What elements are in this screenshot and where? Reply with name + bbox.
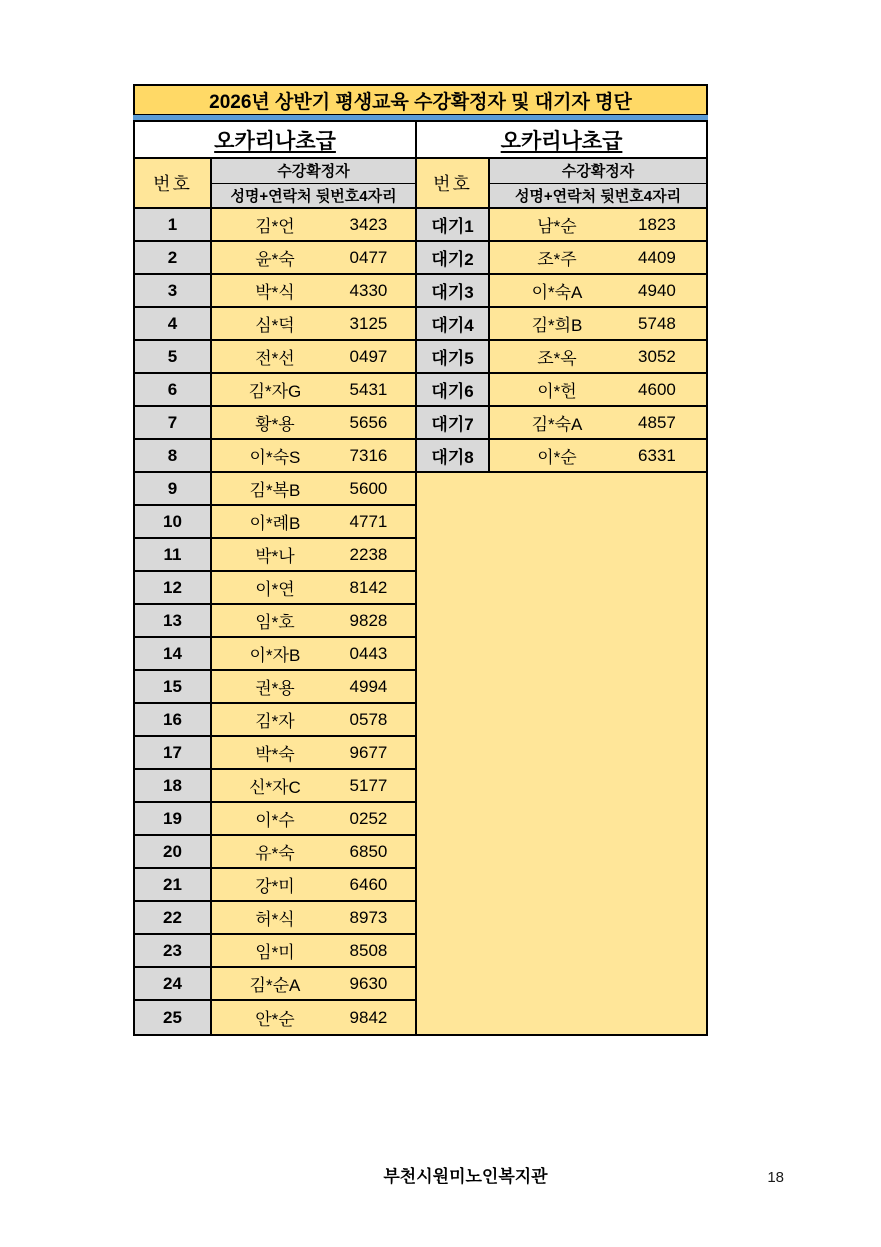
table-row: [135, 440, 415, 473]
table-row: [135, 473, 415, 506]
table-row: [135, 671, 415, 704]
student-cell: [212, 374, 415, 405]
table-row: [135, 935, 415, 968]
table-row: [417, 407, 706, 440]
student-name: 이*례B: [249, 514, 301, 533]
table-row: [135, 605, 415, 638]
student-cell: [212, 638, 415, 669]
table-row: [135, 638, 415, 671]
student-name: 심*덕: [255, 316, 295, 335]
row-number-cell: 대기7: [417, 407, 490, 438]
contact-digits: 4857: [638, 412, 676, 432]
waitlist-table: [417, 122, 706, 1034]
no-column-header-right: 번호: [417, 159, 490, 207]
student-cell: [212, 935, 415, 966]
row-number-cell: 18: [135, 770, 212, 801]
table-row: [135, 374, 415, 407]
waitlist-rows: [417, 209, 706, 473]
student-name: 임*미: [255, 943, 295, 962]
confirmed-header-left: 수강확정자: [212, 159, 415, 184]
student-cell: [212, 671, 415, 702]
table-row: [417, 440, 706, 473]
contact-digits: 9677: [349, 742, 388, 762]
student-name: 박*식: [255, 283, 295, 302]
table-row: [135, 902, 415, 935]
row-number-cell: 9: [135, 473, 212, 504]
row-number-cell: 15: [135, 671, 212, 702]
student-cell: [212, 209, 415, 240]
student-cell: [490, 275, 706, 306]
row-number-cell: 2: [135, 242, 212, 273]
row-number-cell: 25: [135, 1001, 212, 1034]
row-number-cell: 대기8: [417, 440, 490, 471]
student-name: 김*언: [255, 217, 295, 236]
table-row: [135, 1001, 415, 1034]
row-number-cell: 13: [135, 605, 212, 636]
student-cell: [212, 836, 415, 867]
row-number-cell: 대기2: [417, 242, 490, 273]
class-title-row-right: [417, 122, 706, 159]
document-title: 2026년 상반기 평생교육 수강확정자 및 대기자 명단: [133, 84, 708, 115]
table-row: [135, 209, 415, 242]
row-number-cell: 대기5: [417, 341, 490, 372]
student-name: 이*연: [255, 580, 295, 599]
contact-digits: 0443: [349, 643, 388, 663]
table-row: [135, 275, 415, 308]
student-name: 남*순: [537, 217, 577, 236]
student-cell: [490, 440, 706, 471]
contact-digits: 4409: [638, 247, 676, 267]
contact-digits: 6331: [638, 445, 676, 465]
student-cell: [212, 506, 415, 537]
row-number-cell: 17: [135, 737, 212, 768]
student-cell: [212, 869, 415, 900]
student-cell: [212, 1001, 415, 1034]
contact-digits: 6850: [349, 841, 388, 861]
contact-digits: 0477: [349, 247, 388, 267]
student-name: 강*미: [255, 877, 295, 896]
empty-merged-cell: [417, 473, 706, 1034]
contact-digits: 5600: [349, 478, 388, 498]
table-row: [135, 803, 415, 836]
confirmed-table: [135, 122, 417, 1034]
enrollment-table: [133, 84, 708, 1036]
table-row: [135, 539, 415, 572]
sub-headers-left: [212, 159, 415, 207]
contact-digits: 9630: [349, 973, 388, 993]
student-name: 이*숙S: [249, 448, 301, 467]
student-cell: [212, 473, 415, 504]
contact-digits: 7316: [349, 445, 388, 465]
student-cell: [490, 407, 706, 438]
table-row: [135, 869, 415, 902]
row-number-cell: 대기3: [417, 275, 490, 306]
row-number-cell: 20: [135, 836, 212, 867]
row-number-cell: 21: [135, 869, 212, 900]
student-name: 박*숙: [255, 745, 295, 764]
contact-digits: 5431: [349, 379, 388, 399]
student-name: 김*자: [255, 712, 295, 731]
row-number-cell: 대기6: [417, 374, 490, 405]
table-header-right: [417, 159, 706, 209]
student-cell: [490, 341, 706, 372]
row-number-cell: 1: [135, 209, 212, 240]
row-number-cell: 12: [135, 572, 212, 603]
sub-headers-right: [490, 159, 706, 207]
table-row: [135, 704, 415, 737]
contact-digits: 4330: [349, 280, 388, 300]
contact-digits: 4940: [638, 280, 676, 300]
contact-digits: 6460: [349, 874, 388, 894]
student-name: 황*용: [255, 415, 295, 434]
table-row: [135, 770, 415, 803]
contact-digits: 9842: [349, 1007, 388, 1027]
student-cell: [212, 968, 415, 999]
student-name: 이*자B: [249, 646, 301, 665]
student-cell: [212, 902, 415, 933]
student-cell: [212, 407, 415, 438]
footer-page-number: 18: [767, 1169, 784, 1186]
row-number-cell: 10: [135, 506, 212, 537]
student-name: 허*식: [255, 910, 295, 929]
confirmed-header-right: 수강확정자: [490, 159, 706, 184]
student-cell: [212, 308, 415, 339]
student-name: 이*숙A: [531, 283, 583, 302]
student-cell: [212, 770, 415, 801]
contact-digits: 8973: [349, 907, 388, 927]
row-number-cell: 19: [135, 803, 212, 834]
student-cell: [490, 242, 706, 273]
student-cell: [212, 539, 415, 570]
contact-digits: 5177: [349, 775, 388, 795]
row-number-cell: 6: [135, 374, 212, 405]
student-cell: [490, 374, 706, 405]
student-cell: [490, 308, 706, 339]
table-row: [417, 209, 706, 242]
contact-digits: 8142: [349, 577, 388, 597]
contact-digits: 0497: [349, 346, 388, 366]
contact-digits: 3052: [638, 346, 676, 366]
student-name: 이*순: [537, 448, 577, 467]
table-row: [135, 968, 415, 1001]
row-number-cell: 14: [135, 638, 212, 669]
student-name: 조*옥: [537, 349, 577, 368]
student-cell: [212, 242, 415, 273]
student-cell: [212, 737, 415, 768]
table-row: [135, 407, 415, 440]
row-number-cell: 7: [135, 407, 212, 438]
student-cell: [212, 572, 415, 603]
student-name: 전*선: [255, 349, 295, 368]
student-name: 김*희B: [531, 316, 583, 335]
student-name: 이*헌: [537, 382, 577, 401]
row-number-cell: 22: [135, 902, 212, 933]
student-cell: [212, 341, 415, 372]
student-cell: [212, 275, 415, 306]
class-title-left: 오카리나초급: [214, 129, 336, 153]
table-row: [417, 275, 706, 308]
contact-digits: 2238: [349, 544, 388, 564]
student-cell: [212, 605, 415, 636]
contact-digits: 4771: [349, 511, 388, 531]
contact-digits: 5748: [638, 313, 676, 333]
row-number-cell: 24: [135, 968, 212, 999]
table-row: [135, 572, 415, 605]
student-name: 임*호: [255, 613, 295, 632]
contact-digits: 0578: [349, 709, 388, 729]
row-number-cell: 대기1: [417, 209, 490, 240]
table-row: [417, 374, 706, 407]
name-contact-header-right: 성명+연락처 뒷번호4자리: [490, 184, 706, 208]
table-row: [135, 506, 415, 539]
student-name: 김*복B: [249, 481, 301, 500]
contact-digits: 4600: [638, 379, 676, 399]
contact-digits: 8508: [349, 940, 388, 960]
table-row: [135, 242, 415, 275]
contact-digits: 3423: [349, 214, 388, 234]
row-number-cell: 23: [135, 935, 212, 966]
table-row: [135, 737, 415, 770]
student-name: 박*나: [255, 547, 295, 566]
contact-digits: 4994: [349, 676, 388, 696]
name-contact-header-left: 성명+연락처 뒷번호4자리: [212, 184, 415, 208]
student-name: 유*숙: [255, 844, 295, 863]
footer-org-name: 부천시원미노인복지관: [383, 1167, 548, 1186]
row-number-cell: 5: [135, 341, 212, 372]
table-header-left: [135, 159, 415, 209]
student-cell: [212, 440, 415, 471]
tables-wrapper: [133, 120, 708, 1036]
table-row: [135, 308, 415, 341]
contact-digits: 5656: [349, 412, 388, 432]
table-row: [135, 836, 415, 869]
student-cell: [490, 209, 706, 240]
table-row: [417, 308, 706, 341]
row-number-cell: 4: [135, 308, 212, 339]
class-title-row-left: [135, 122, 415, 159]
student-cell: [212, 704, 415, 735]
contact-digits: 0252: [349, 808, 388, 828]
table-row: [417, 341, 706, 374]
student-name: 안*순: [255, 1010, 295, 1029]
row-number-cell: 3: [135, 275, 212, 306]
student-name: 김*자G: [248, 382, 302, 401]
class-title-right: 오카리나초급: [500, 129, 623, 153]
student-name: 권*용: [255, 679, 295, 698]
no-column-header-left: 번호: [135, 159, 212, 207]
student-name: 조*주: [537, 250, 577, 269]
row-number-cell: 11: [135, 539, 212, 570]
student-cell: [212, 803, 415, 834]
student-name: 김*숙A: [531, 415, 583, 434]
student-name: 윤*숙: [255, 250, 295, 269]
row-number-cell: 16: [135, 704, 212, 735]
table-row: [135, 341, 415, 374]
row-number-cell: 8: [135, 440, 212, 471]
student-name: 김*순A: [249, 976, 301, 995]
table-row: [417, 242, 706, 275]
contact-digits: 3125: [349, 313, 388, 333]
student-name: 이*수: [255, 811, 295, 830]
contact-digits: 1823: [638, 214, 676, 234]
confirmed-rows: [135, 209, 415, 1034]
contact-digits: 9828: [349, 610, 388, 630]
row-number-cell: 대기4: [417, 308, 490, 339]
student-name: 신*자C: [249, 778, 301, 797]
